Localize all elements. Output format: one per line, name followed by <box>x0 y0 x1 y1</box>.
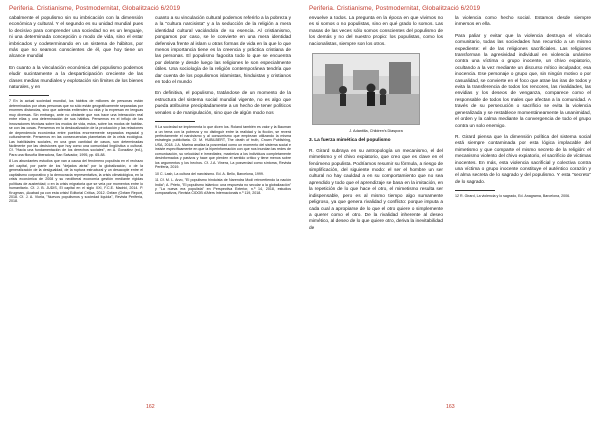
page-number: 162 <box>146 404 155 410</box>
right-column-1 <box>309 16 443 232</box>
footnote-divider <box>9 95 49 96</box>
footnote-divider <box>155 121 195 122</box>
footnote: 8 Los abundantes estudios que van a causa del fenómeno populista en el rechazo del capital, por parte de los "dejados atrás" por la globalización, o de la generalización de la desigualdad, de la ruptura estructural y un desacople entre el capitalismo corporativo y la democracia representativa, la crisis climatológica, en la crisis económica de 2008 y su neoliberal economía gestión mediante rígidas políticas de austeridad; o en la crisis migratoria que se veía por momentos entre lo humanitario. Cf. J. B. JUDIS, El capital en el siglo XXI, F.C.E. Madrid, 2014. P. Krugman, ¡Acabad ya con esta crisis! Editorial Crítica, 2012. Oxfam (Oxfam Report, 2018. Cf. J. A. Vioria, "Nuevos populismos y sociedad líquida", Revista Periferia, 2018. <box>9 159 143 204</box>
footnote: 7 En la actual sociedad mundial, los hábitos de millones de personas están determinados por otras personas que no sólo están geográficamente separadas por enormes distancias, sino que además entienden su vida y la expresan en lenguas muy diversas. Sin embargo, ante no obstante que nos hace una interacción real entre ellas y una determinación de sus hábitos. Pensemos en el influjo de las innovaciones técnicas sobre los modos de vida, estos, sobre los modos de habitar-se con las cosas. Pensemos en la deslocalización de la producción y las relaciones de dependencia económica entre pueblos enormemente separados espacial y culturalmente. Pensemos en las consecuencias planetarias de la crisis ecológica. Las habilidades sociales, en una gran cantidad de casos, son determinadas fácilmente por las decisiones que hoy como una comunidad lingüística o cultural. Cf. "Hacia una fundamentación de los derechos sociales", en A. González (ed.), Para una filosofía liberadora, San Salvador, 1995, pp. 65-88. <box>9 99 143 157</box>
footnote: 10 C. Lash, La cultura del narcisismo. Ed. A. Bello, Barcelona, 1999. <box>155 171 264 176</box>
photo-caption: J. Adantilla, Children's Diaspora <box>349 129 403 134</box>
footnote-divider <box>455 190 495 191</box>
section-heading: 3. La fuerza mimética del populismo <box>309 138 391 144</box>
paragraph: envuelve a todos. La pregunta en la época en que vivimos no es si somos o no populistas, sino en qué grado lo somos. Las masas de las veces sólo somos conscientes del populismo de los demás y no del nuestro propio: los populistas, como los nacionalistas, siempre son los otros. <box>309 16 443 47</box>
running-header: Periferia. Cristianisme, Postmodernitat, Globalització 6/2019 <box>9 5 181 12</box>
left-column-2 <box>155 16 291 196</box>
paragraph: En cuanto a la vinculación económica del populismo podemos eludir sucintamente a la desparticipación creciente de las clases medias mundiales y explotación sin límites de los bienes naturales, y en <box>9 65 143 91</box>
page-number: 163 <box>446 404 455 410</box>
paragraph: cuanto a su vinculación cultural podemos referirlo a la pobreza y a la "cultura narcisista" y a la seducción de la religión a mera identidad cultural vaciándola de su esencia. Al cristianismo, pongamos por caso, se le convierte en una mera identidad defensiva frente al islam u otras formas de vida en la que lo que menos importancia tiene es la creencia y práctica cristiana de las personas. El populismo fagocita todo lo que se encuentra por delante y desde luego las religiones le son especialmente útiles. Una sociología de la religión contemporánea tendría que dar cuenta de los populismos islamistas, hinduistas y cristianos en todo el mundo <box>155 16 291 86</box>
footnotes <box>155 125 291 196</box>
running-header: Periferia. Cristianisme, Postmodernitat, Globalització 6/2019 <box>309 5 481 12</box>
paragraph: R. Girard piensa que la dimensión política del sistema social está siempre contaminada por esta lógica implacable del mimetismo y que comparte el mismo secreto de la religión: el mecanismo violento del chivo expiatorio, el sacrificio de víctimas inocentes. En más, esta violencia sacrificial y colectiva contra una víctima o grupo inocente constituye el auténtico corazón y el alma secreta de lo sagrado y del populismo. Y esta "secreto" de lo sagrado. <box>455 134 591 185</box>
right-page <box>300 0 600 424</box>
photograph <box>312 53 420 125</box>
footnote: 12 R. Girard, La violencia y lo sagrado, Ed. Anagrama, Barcelona, 2006. <box>455 194 571 199</box>
footnote: 11 Cf. M. L. Arvo, "El populismo hinduista de Narendra Modi reinvertiendo la nación India"; A. Prieto, "El populismo islámico: una respuesta no secular a la globalización" y "La nueva era populista" en Perspectiva Exterior, n.º 14, 2018, estudios comparativos, Revista CIDOB d'Afers Internacionals n.º 119, 2018. <box>155 178 291 196</box>
paragraph: R. Girard subraya en su antropología un mecanismo, el del mimetismo y el chivo expiatorio, que creo que es clave en el fenómeno populista. Podríamos resumir su fórmula, a riesgo de simplificación, del siguiente modo: el ser el hombre un ser cultural no hay cauldad a en su comportamiento que no sea aprendido y todo que el aprendizaje se basa en la imitación, en la repetición de lo que hace el otro, el mimetismo resulta ser indispensable, pero es al mismo tiempo algo sumamente peligroso, ya que genera rivalidad y conflicto: porque imputa a cada cual a apropiarse de lo que el otro quiere o simplemente a querer como el otro. De la rivalidad inherente al deseo mimético, al deseo de lo que quiere otro, deriva la inevitabilidad de <box>309 148 443 231</box>
paragraph: En definitiva, el populismo, tratándose de un momento de la estructura del sistema social mundial vigente, no es algo que pueda atribuirse precipitadamente a un hecho de tener políticos venales o de manipulación, sino que de algún modo nos <box>155 91 291 116</box>
right-column-2 <box>455 16 591 199</box>
paragraph: Para paliar y evitar que la violencia destruya el vínculo comunitario, todas las sociedades han recurrido a un mismo expediente: el de las religiones sacrificiales. Las religiones transforman la agresividad individual en violencia unánime contra una víctima o grupo inocente, un chivo expiatorio, ocultando a la vez mediante un discurso mítico inculpador, esa inocencia. Ese personaje o grupo que, sin ningún motivo o por casualidad, se convierte en el foco que atrae las iras de todos y evita la transferencia de todos los rencores, las rivalidades, las envidias y los deseos de venganza, comparece como el responsable de todos los males que afectan a la comunidad. A través de su persecución o sacrificio se evita la violencia generalizada y se restablece momentáneamente la unanimidad, el orden y la calma mediante la convergencia de todo el grupo contra un solo enemigo. <box>455 33 591 129</box>
children-photo-illustration <box>313 54 419 124</box>
footnotes <box>455 194 591 198</box>
paragraph: la violencia como hecho social. Estamos desde siempre inmersos en ella. <box>455 16 591 28</box>
paragraph: cabalmente el populismo sin su imbricación con la dimensión económica y cultural. Y el segundo es su unidad mundial pues lo decisivo para comprender una sociedad no es un lenguaje, ni una determinada concepción o modo de vida, sino el estar imbricados y codeterminando en un sistema de hábitos, por más que no seamos conscientes de él, que hoy tiene un alcance mundial <box>9 16 143 60</box>
left-column-1 <box>9 16 143 204</box>
footnote: 9 La sociedad se implementa lo que dicen los. Roland también es valor y la Bauman a un tema con la pobreza y no distinguir entre la realidad y la ficción, se reverá perfectamente el narcisismo y al consumismo que empiezan utilizando la misma estrategia publicitaria. Cf. M. HUBILBERT, The death of truth, Crown Publishing, USA, 2018. J.A. Marina analiza la posverdad como un momento del sistema social e insiste específicamente en que la hiperinformación con que nos inundan las redes de comunicación, su velocidad e inmediatez, maximiza a los individuos completamente desinformados y pasivos y hace que pierden el sentido crítico y tiene menos sobre los argumentos y los hechos. Cf. J.A. Vinera, La posverdad como síntoma, Revista Periferia, 2019. <box>155 125 291 170</box>
footnotes <box>9 99 143 203</box>
